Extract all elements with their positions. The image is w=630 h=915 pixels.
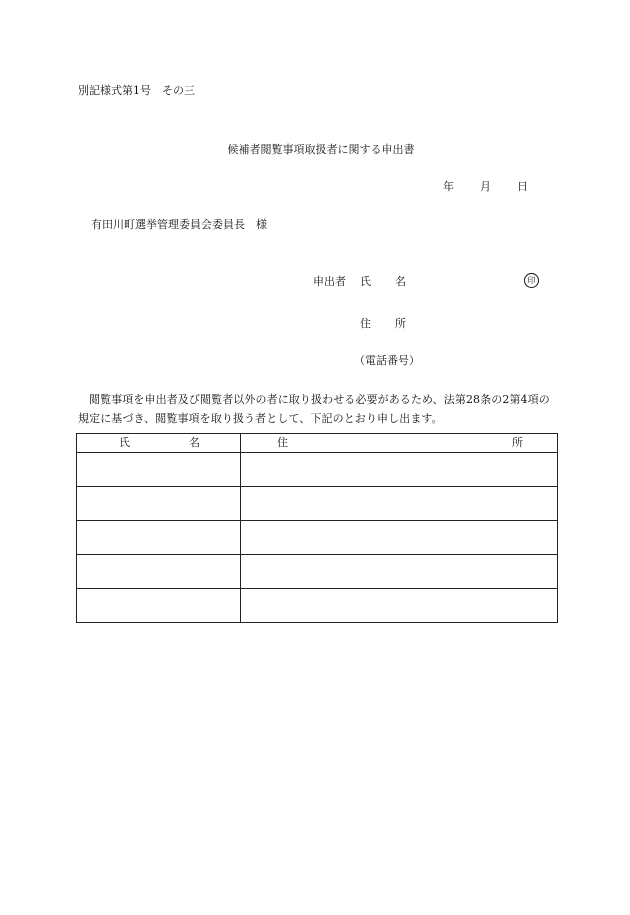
address-header-char-1: 住 xyxy=(277,436,288,449)
address-cell[interactable] xyxy=(241,521,558,555)
table-row xyxy=(77,555,558,589)
address-column-header xyxy=(241,434,558,453)
day-label: 日 xyxy=(517,180,528,193)
name-label-char-1: 氏 xyxy=(360,275,371,288)
phone-number-label: （電話番号） xyxy=(354,354,420,367)
address-label-char-1: 住 xyxy=(360,317,371,330)
name-cell[interactable] xyxy=(77,453,241,487)
table-row xyxy=(77,487,558,521)
name-cell[interactable] xyxy=(77,487,241,521)
body-paragraph: 閲覧事項を申出者及び閲覧者以外の者に取り扱わせる必要があるため、法第28条の2第4項の規定に基づき、閲覧事項を取り扱う者として、下記のとおり申し出ます。 xyxy=(78,393,550,425)
table-row xyxy=(77,453,558,487)
table-header-row xyxy=(77,434,558,453)
table-row xyxy=(77,589,558,623)
addressee: 有田川町選挙管理委員会委員長 様 xyxy=(91,218,267,231)
month-label: 月 xyxy=(480,180,491,193)
date-row xyxy=(443,180,528,194)
address-cell[interactable] xyxy=(241,487,558,521)
address-header-char-2: 所 xyxy=(512,436,523,449)
name-column-header xyxy=(77,434,241,453)
name-cell[interactable] xyxy=(77,555,241,589)
applicant-label: 申出者 xyxy=(313,275,346,288)
name-label-char-2: 名 xyxy=(395,275,406,288)
table-row xyxy=(77,521,558,555)
address-cell[interactable] xyxy=(241,589,558,623)
form-label: 別記様式第1号 その三 xyxy=(78,84,195,97)
address-cell[interactable] xyxy=(241,453,558,487)
name-cell[interactable] xyxy=(77,589,241,623)
name-header-char-1: 氏 xyxy=(119,436,130,449)
name-cell[interactable] xyxy=(77,521,241,555)
applicant-name-label xyxy=(360,275,406,289)
name-header-char-2: 名 xyxy=(189,436,200,449)
seal-mark: 印 xyxy=(524,273,539,288)
address-label-char-2: 所 xyxy=(395,317,406,330)
year-label: 年 xyxy=(443,180,454,193)
handler-table xyxy=(76,433,558,623)
address-cell[interactable] xyxy=(241,555,558,589)
applicant-address-label xyxy=(360,317,406,331)
document-title: 候補者閲覧事項取扱者に関する申出書 xyxy=(227,143,415,156)
